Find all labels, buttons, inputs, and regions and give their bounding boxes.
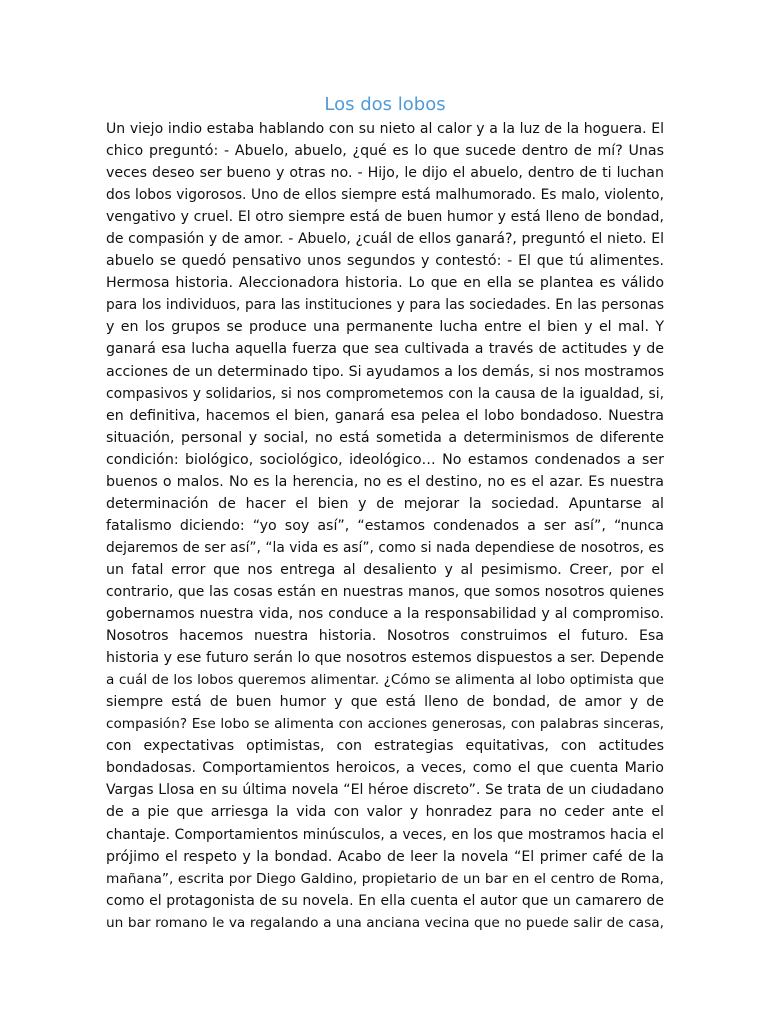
body-line: historia y ese futuro serán lo que nosotros estemos dispuestos a ser. Depende xyxy=(106,650,664,667)
body-line: situación, personal y social, no está sometida a determinismos de diferente xyxy=(106,429,664,446)
body-line: prójimo el respeto y la bondad. Acabo de leer la novela “El primer café de la xyxy=(106,848,664,865)
document-page xyxy=(106,94,664,934)
body-line: condición: biológico, sociológico, ideológico… No estamos condenados a ser xyxy=(106,451,664,468)
body-line: Un viejo indio estaba hablando con su nieto al calor y a la luz de la hoguera. El xyxy=(106,121,664,137)
body-line: un fatal error que nos entrega al desaliento y al pesimismo. Creer, por el xyxy=(106,561,664,578)
body-line: de compasión y de amor. - Abuelo, ¿cuál de ellos ganará?, preguntó el nieto. El xyxy=(106,231,664,248)
body-line: chico preguntó: - Abuelo, abuelo, ¿qué es lo que sucede dentro de mí? Unas xyxy=(106,143,664,160)
body-line: Vargas Llosa en su última novela “El héroe discreto”. Se trata de un ciudadano xyxy=(106,782,664,799)
body-line: Hermosa historia. Aleccionadora historia. Lo que en ella se plantea es válido xyxy=(106,275,664,292)
body-line: un bar romano le va regalando a una anciana vecina que no puede salir de casa, xyxy=(106,914,664,931)
body-line: buenos o malos. No es la herencia, no es el destino, no es el azar. Es nuestra xyxy=(106,473,664,490)
body-line: para los individuos, para las instituciones y para las sociedades. En las personas xyxy=(106,297,664,314)
body-line: dos lobos vigorosos. Uno de ellos siempre está malhumorado. Es malo, violento, xyxy=(106,187,664,204)
body-line: siempre está de buen humor y que está lleno de bondad, de amor y de xyxy=(106,694,664,711)
body-line: ganará esa lucha aquella fuerza que sea cultivada a través de actitudes y de xyxy=(106,341,664,358)
body-line: compasión? Ese lobo se alimenta con acciones generosas, con palabras sinceras, xyxy=(106,716,664,733)
body-line: de a pie que arriesga la vida con valor y honradez para no ceder ante el xyxy=(106,804,664,821)
document-body xyxy=(106,118,664,934)
body-line: veces deseo ser bueno y otras no. - Hijo, le dijo el abuelo, dentro de ti luchan xyxy=(106,165,664,182)
body-line: en definitiva, hacemos el bien, ganará esa pelea el lobo bondadoso. Nuestra xyxy=(106,407,664,424)
body-line: compasivos y solidarios, si nos comprometemos con la causa de la igualdad, si, xyxy=(106,385,664,402)
body-line: y en los grupos se produce una permanente lucha entre el bien y el mal. Y xyxy=(106,319,664,336)
body-line: acciones de un determinado tipo. Si ayudamos a los demás, si nos mostramos xyxy=(106,363,664,380)
body-line: determinación de hacer el bien y de mejorar la sociedad. Apuntarse al xyxy=(106,495,664,512)
body-line: mañana”, escrita por Diego Galdino, propietario de un bar en el centro de Roma, xyxy=(106,870,664,887)
body-line: como el protagonista de su novela. En ella cuenta el autor que un camarero de xyxy=(106,892,664,909)
body-line: bondadosas. Comportamientos heroicos, a veces, como el que cuenta Mario xyxy=(106,760,664,777)
body-line: abuelo se quedó pensativo unos segundos y contestó: - El que tú alimentes. xyxy=(106,253,664,270)
body-line: con expectativas optimistas, con estrategias equitativas, con actitudes xyxy=(106,738,664,755)
body-line: gobernamos nuestra vida, nos conduce a la responsabilidad y al compromiso. xyxy=(106,606,664,623)
body-line: vengativo y cruel. El otro siempre está de buen humor y está lleno de bondad, xyxy=(106,209,664,226)
body-line: fatalismo diciendo: “yo soy así”, “estamos condenados a ser así”, “nunca xyxy=(106,517,664,534)
body-line: chantaje. Comportamientos minúsculos, a veces, en los que mostramos hacia el xyxy=(106,826,664,843)
body-line: a cuál de los lobos queremos alimentar. ¿Cómo se alimenta al lobo optimista que xyxy=(106,672,664,689)
body-line: Nosotros hacemos nuestra historia. Nosotros construimos el futuro. Esa xyxy=(106,628,664,645)
body-line: dejaremos de ser así”, “la vida es así”, como si nada dependiese de nosotros, es xyxy=(106,539,664,556)
document-title: Los dos lobos xyxy=(324,94,446,115)
body-line: contrario, que las cosas están en nuestras manos, que somos nosotros quienes xyxy=(106,583,664,600)
